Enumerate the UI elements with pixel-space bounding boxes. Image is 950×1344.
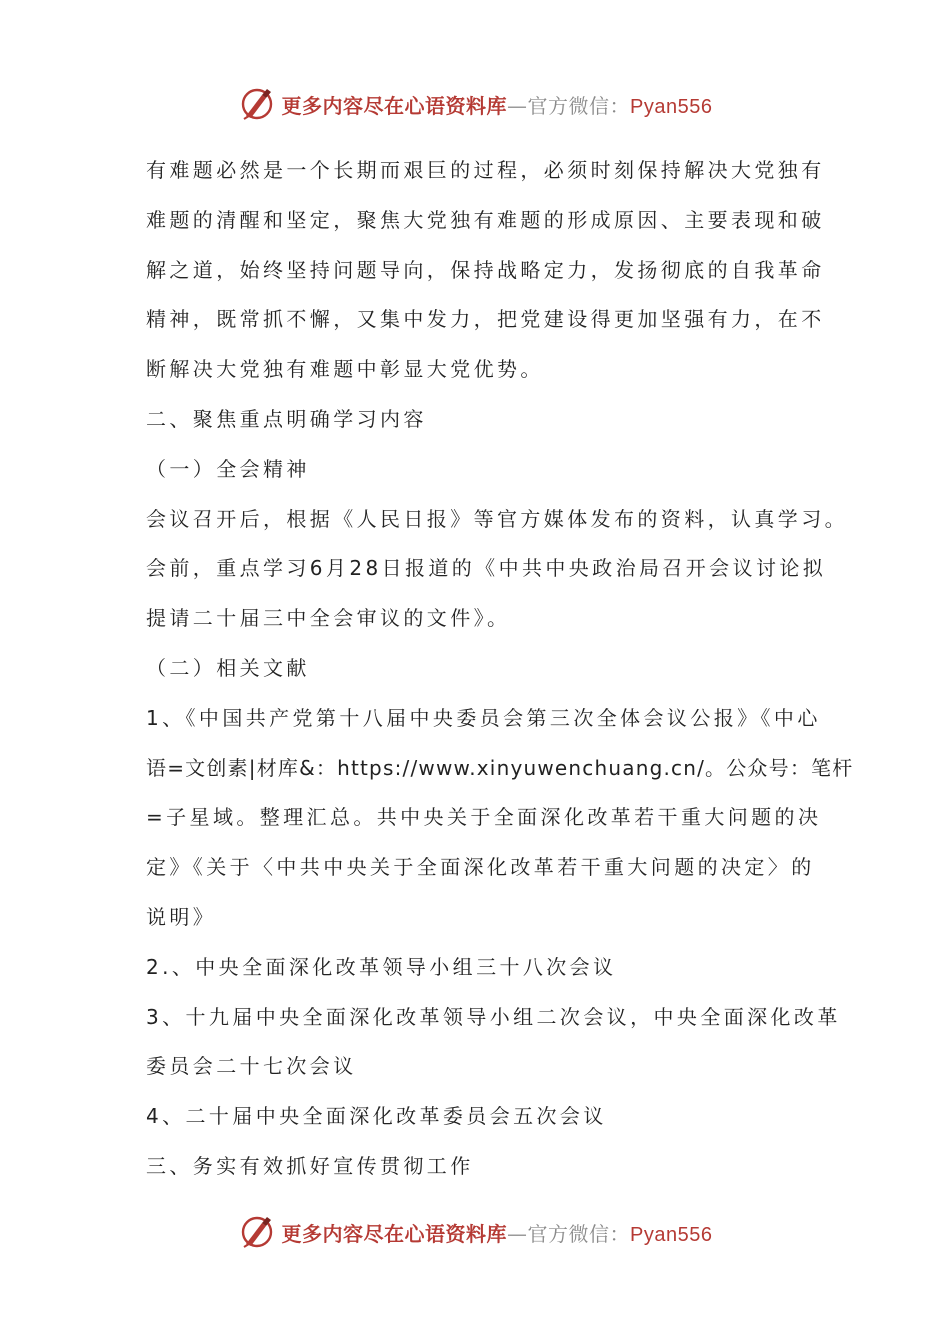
list-item: 2.、中央全面深化改革领导小组三十八次会议 (146, 954, 617, 979)
list-item: 3、十九届中央全面深化改革领导小组二次会议，中央全面深化改革 (146, 1004, 841, 1029)
list-item-continued: 说明》 (146, 904, 217, 929)
body-line: 有难题必然是一个长期而艰巨的过程，必须时刻保持解决大党独有 (146, 158, 825, 182)
header-banner-text (282, 90, 713, 119)
body-line: 精神，既常抓不懈，又集中发力，把党建设得更加坚强有力，在不 (146, 307, 825, 332)
banner-dash: — (507, 1221, 528, 1246)
list-item-continued: 委员会二十七次会议 (146, 1054, 357, 1079)
banner-wechat-id: Pyan556 (630, 1223, 713, 1246)
pen-logo-icon (238, 1213, 276, 1251)
banner-dash: — (507, 93, 528, 118)
section-heading: 二、聚焦重点明确学习内容 (146, 406, 427, 431)
footer-banner-text (282, 1218, 713, 1247)
body-line: 提请二十届三中全会审议的文件》。 (146, 606, 511, 631)
body-line: 会前，重点学习6月28日报道的《中共中央政治局召开会议讨论拟 (146, 556, 827, 581)
body-line: 断解决大党独有难题中彰显大党优势。 (146, 357, 544, 382)
document-body (146, 146, 854, 1192)
list-item-continued: =子星域。整理汇总。共中央关于全面深化改革若干重大问题的决 (146, 805, 822, 830)
banner-official-label: 官方微信： (527, 93, 631, 118)
list-item-continued: 定》《关于〈中共中央关于全面深化改革若干重大问题的决定〉的 (146, 855, 815, 880)
list-item: 1、《中国共产党第十八届中央委员会第三次全体会议公报》《中心 (146, 705, 821, 730)
body-line: 会议召开后，根据《人民日报》等官方媒体发布的资料，认真学习。 (146, 506, 848, 531)
section-heading: 三、务实有效抓好宣传贯彻工作 (146, 1153, 474, 1178)
list-item: 4、二十届中央全面深化改革委员会五次会议 (146, 1104, 607, 1129)
subsection-heading: （二）相关文献 (146, 655, 310, 680)
banner-wechat-id: Pyan556 (630, 95, 713, 118)
banner-main-text: 更多内容尽在心语资料库 (281, 1221, 508, 1246)
banner-main-text: 更多内容尽在心语资料库 (281, 93, 508, 118)
body-line: 难题的清醒和坚定，聚焦大党独有难题的形成原因、主要表现和破 (146, 207, 825, 232)
header-banner (0, 82, 950, 126)
banner-official-label: 官方微信： (527, 1221, 631, 1246)
pen-logo-icon (238, 85, 276, 123)
list-item-continued: 语=文创素|材库&：https://www.xinyuwenchuang.cn/。公众号：笔杆 (146, 755, 854, 780)
subsection-heading: （一）全会精神 (146, 456, 310, 481)
body-line: 解之道，始终坚持问题导向，保持战略定力，发扬彻底的自我革命 (146, 257, 825, 282)
footer-banner (0, 1210, 950, 1254)
